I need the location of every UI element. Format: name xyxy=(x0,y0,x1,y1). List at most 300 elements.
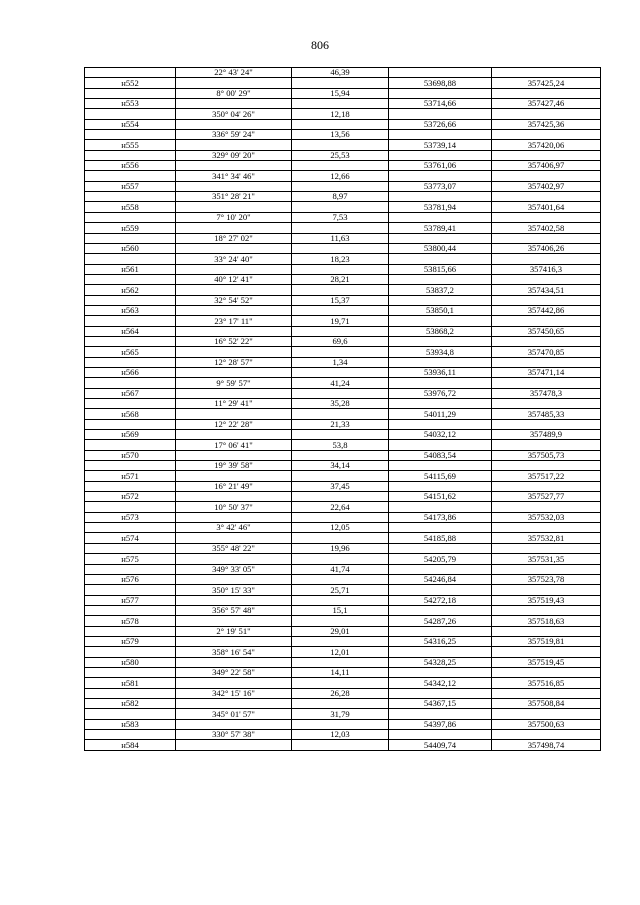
table-row xyxy=(85,243,601,253)
table-row xyxy=(85,99,601,109)
table-row xyxy=(85,698,601,708)
coordinates-table xyxy=(84,67,601,751)
table-row xyxy=(85,399,601,409)
table-row xyxy=(85,481,601,491)
x-coordinate-cell: 53934,8 xyxy=(389,347,492,357)
y-coordinate-cell: 357470,85 xyxy=(492,347,601,357)
segment-length-cell xyxy=(292,595,389,605)
table-row xyxy=(85,740,601,750)
x-coordinate-cell: 54342,12 xyxy=(389,678,492,688)
direction-angle-cell xyxy=(176,574,292,584)
point-name-cell: н566 xyxy=(85,367,176,377)
x-coordinate-cell xyxy=(389,295,492,305)
table-row xyxy=(85,667,601,677)
table-row xyxy=(85,88,601,98)
y-coordinate-cell: 357519,45 xyxy=(492,657,601,667)
segment-length-cell xyxy=(292,99,389,109)
segment-length-cell xyxy=(292,264,389,274)
segment-length-cell xyxy=(292,202,389,212)
direction-angle-cell xyxy=(176,78,292,88)
direction-angle-cell: 2° 19' 51" xyxy=(176,626,292,636)
y-coordinate-cell xyxy=(492,274,601,284)
table-row xyxy=(85,647,601,657)
point-name-cell xyxy=(85,295,176,305)
x-coordinate-cell xyxy=(389,212,492,222)
point-name-cell: н565 xyxy=(85,347,176,357)
x-coordinate-cell xyxy=(389,461,492,471)
x-coordinate-cell: 54328,25 xyxy=(389,657,492,667)
segment-length-cell: 15,94 xyxy=(292,88,389,98)
x-coordinate-cell: 53773,07 xyxy=(389,181,492,191)
segment-length-cell xyxy=(292,161,389,171)
direction-angle-cell xyxy=(176,450,292,460)
segment-length-cell xyxy=(292,512,389,522)
segment-length-cell xyxy=(292,181,389,191)
segment-length-cell xyxy=(292,698,389,708)
table-row xyxy=(85,274,601,284)
segment-length-cell xyxy=(292,305,389,315)
direction-angle-cell: 345° 01' 57" xyxy=(176,709,292,719)
point-name-cell xyxy=(85,688,176,698)
x-coordinate-cell xyxy=(389,254,492,264)
table-row xyxy=(85,305,601,315)
direction-angle-cell: 8° 00' 29" xyxy=(176,88,292,98)
table-row xyxy=(85,316,601,326)
direction-angle-cell xyxy=(176,409,292,419)
direction-angle-cell xyxy=(176,512,292,522)
direction-angle-cell: 330° 57' 38" xyxy=(176,730,292,740)
x-coordinate-cell: 53726,66 xyxy=(389,119,492,129)
segment-length-cell xyxy=(292,450,389,460)
y-coordinate-cell: 357523,78 xyxy=(492,574,601,584)
x-coordinate-cell xyxy=(389,357,492,367)
x-coordinate-cell xyxy=(389,399,492,409)
table-row xyxy=(85,419,601,429)
y-coordinate-cell: 357516,85 xyxy=(492,678,601,688)
table-row xyxy=(85,367,601,377)
x-coordinate-cell xyxy=(389,316,492,326)
x-coordinate-cell xyxy=(389,543,492,553)
table-row xyxy=(85,730,601,740)
x-coordinate-cell xyxy=(389,233,492,243)
point-name-cell: н568 xyxy=(85,409,176,419)
direction-angle-cell xyxy=(176,305,292,315)
segment-length-cell xyxy=(292,678,389,688)
segment-length-cell: 29,01 xyxy=(292,626,389,636)
x-coordinate-cell: 53789,41 xyxy=(389,223,492,233)
x-coordinate-cell: 53936,11 xyxy=(389,367,492,377)
y-coordinate-cell xyxy=(492,150,601,160)
segment-length-cell: 12,05 xyxy=(292,523,389,533)
segment-length-cell xyxy=(292,657,389,667)
x-coordinate-cell: 54115,69 xyxy=(389,471,492,481)
table-row xyxy=(85,523,601,533)
x-coordinate-cell: 53976,72 xyxy=(389,388,492,398)
x-coordinate-cell xyxy=(389,68,492,78)
point-name-cell: н580 xyxy=(85,657,176,667)
point-name-cell xyxy=(85,336,176,346)
y-coordinate-cell: 357519,43 xyxy=(492,595,601,605)
direction-angle-cell: 22° 43' 24" xyxy=(176,68,292,78)
point-name-cell: н577 xyxy=(85,595,176,605)
table-row xyxy=(85,409,601,419)
x-coordinate-cell: 54287,26 xyxy=(389,616,492,626)
x-coordinate-cell: 53868,2 xyxy=(389,326,492,336)
x-coordinate-cell: 53850,1 xyxy=(389,305,492,315)
y-coordinate-cell xyxy=(492,709,601,719)
y-coordinate-cell xyxy=(492,419,601,429)
y-coordinate-cell: 357508,84 xyxy=(492,698,601,708)
x-coordinate-cell: 53698,88 xyxy=(389,78,492,88)
segment-length-cell: 41,74 xyxy=(292,564,389,574)
segment-length-cell xyxy=(292,574,389,584)
table-row xyxy=(85,171,601,181)
table-row xyxy=(85,357,601,367)
y-coordinate-cell: 357500,63 xyxy=(492,719,601,729)
point-name-cell xyxy=(85,212,176,222)
segment-length-cell: 7,53 xyxy=(292,212,389,222)
direction-angle-cell xyxy=(176,140,292,150)
direction-angle-cell: 349° 22' 58" xyxy=(176,667,292,677)
table-row xyxy=(85,109,601,119)
direction-angle-cell xyxy=(176,471,292,481)
segment-length-cell: 18,23 xyxy=(292,254,389,264)
x-coordinate-cell: 54205,79 xyxy=(389,554,492,564)
segment-length-cell xyxy=(292,326,389,336)
point-name-cell xyxy=(85,730,176,740)
point-name-cell xyxy=(85,502,176,512)
x-coordinate-cell: 53714,66 xyxy=(389,99,492,109)
point-name-cell xyxy=(85,667,176,677)
point-name-cell xyxy=(85,150,176,160)
point-name-cell: н556 xyxy=(85,161,176,171)
direction-angle-cell: 329° 09' 20" xyxy=(176,150,292,160)
direction-angle-cell: 336° 59' 24" xyxy=(176,130,292,140)
table-row xyxy=(85,678,601,688)
x-coordinate-cell xyxy=(389,585,492,595)
point-name-cell xyxy=(85,419,176,429)
x-coordinate-cell xyxy=(389,667,492,677)
x-coordinate-cell: 53781,94 xyxy=(389,202,492,212)
segment-length-cell xyxy=(292,140,389,150)
x-coordinate-cell: 53800,44 xyxy=(389,243,492,253)
segment-length-cell: 1,34 xyxy=(292,357,389,367)
point-name-cell xyxy=(85,440,176,450)
table-row xyxy=(85,388,601,398)
segment-length-cell xyxy=(292,409,389,419)
point-name-cell: н581 xyxy=(85,678,176,688)
table-row xyxy=(85,636,601,646)
y-coordinate-cell: 357406,26 xyxy=(492,243,601,253)
point-name-cell: н555 xyxy=(85,140,176,150)
table-row xyxy=(85,543,601,553)
direction-angle-cell: 16° 21' 49" xyxy=(176,481,292,491)
point-name-cell: н573 xyxy=(85,512,176,522)
x-coordinate-cell xyxy=(389,274,492,284)
table-row xyxy=(85,512,601,522)
direction-angle-cell: 32° 54' 52" xyxy=(176,295,292,305)
x-coordinate-cell xyxy=(389,523,492,533)
segment-length-cell: 12,18 xyxy=(292,109,389,119)
x-coordinate-cell: 54083,54 xyxy=(389,450,492,460)
x-coordinate-cell: 54367,15 xyxy=(389,698,492,708)
x-coordinate-cell xyxy=(389,730,492,740)
direction-angle-cell xyxy=(176,554,292,564)
point-name-cell xyxy=(85,605,176,615)
y-coordinate-cell: 357532,81 xyxy=(492,533,601,543)
direction-angle-cell xyxy=(176,636,292,646)
point-name-cell: н582 xyxy=(85,698,176,708)
x-coordinate-cell: 54011,29 xyxy=(389,409,492,419)
point-name-cell: н552 xyxy=(85,78,176,88)
table-row xyxy=(85,212,601,222)
direction-angle-cell: 350° 04' 26" xyxy=(176,109,292,119)
direction-angle-cell: 11° 29' 41" xyxy=(176,399,292,409)
table-row xyxy=(85,533,601,543)
segment-length-cell: 26,28 xyxy=(292,688,389,698)
direction-angle-cell xyxy=(176,285,292,295)
y-coordinate-cell xyxy=(492,316,601,326)
y-coordinate-cell xyxy=(492,647,601,657)
segment-length-cell: 41,24 xyxy=(292,378,389,388)
segment-length-cell: 22,64 xyxy=(292,502,389,512)
x-coordinate-cell xyxy=(389,130,492,140)
y-coordinate-cell: 357518,63 xyxy=(492,616,601,626)
y-coordinate-cell xyxy=(492,626,601,636)
table-row xyxy=(85,119,601,129)
x-coordinate-cell: 53837,2 xyxy=(389,285,492,295)
direction-angle-cell: 9° 59' 57" xyxy=(176,378,292,388)
segment-length-cell: 12,01 xyxy=(292,647,389,657)
direction-angle-cell xyxy=(176,119,292,129)
table-row xyxy=(85,450,601,460)
point-name-cell xyxy=(85,399,176,409)
x-coordinate-cell xyxy=(389,688,492,698)
direction-angle-cell: 342° 15' 16" xyxy=(176,688,292,698)
y-coordinate-cell xyxy=(492,378,601,388)
y-coordinate-cell: 357416,3 xyxy=(492,264,601,274)
point-name-cell xyxy=(85,68,176,78)
direction-angle-cell xyxy=(176,367,292,377)
segment-length-cell: 37,45 xyxy=(292,481,389,491)
direction-angle-cell xyxy=(176,264,292,274)
direction-angle-cell xyxy=(176,492,292,502)
x-coordinate-cell: 54246,84 xyxy=(389,574,492,584)
y-coordinate-cell xyxy=(492,688,601,698)
direction-angle-cell xyxy=(176,223,292,233)
table-row xyxy=(85,285,601,295)
segment-length-cell xyxy=(292,285,389,295)
y-coordinate-cell: 357471,14 xyxy=(492,367,601,377)
y-coordinate-cell: 357434,51 xyxy=(492,285,601,295)
point-name-cell: н562 xyxy=(85,285,176,295)
point-name-cell xyxy=(85,647,176,657)
segment-length-cell: 11,63 xyxy=(292,233,389,243)
y-coordinate-cell xyxy=(492,192,601,202)
table-row xyxy=(85,150,601,160)
y-coordinate-cell: 357485,33 xyxy=(492,409,601,419)
segment-length-cell xyxy=(292,388,389,398)
point-name-cell: н557 xyxy=(85,181,176,191)
direction-angle-cell: 17° 06' 41" xyxy=(176,440,292,450)
table-row xyxy=(85,461,601,471)
table-row xyxy=(85,181,601,191)
direction-angle-cell xyxy=(176,181,292,191)
direction-angle-cell xyxy=(176,533,292,543)
table-row xyxy=(85,295,601,305)
direction-angle-cell: 16° 52' 22" xyxy=(176,336,292,346)
table-row xyxy=(85,336,601,346)
segment-length-cell: 8,97 xyxy=(292,192,389,202)
x-coordinate-cell: 54032,12 xyxy=(389,430,492,440)
direction-angle-cell xyxy=(176,657,292,667)
segment-length-cell: 13,56 xyxy=(292,130,389,140)
table-row xyxy=(85,192,601,202)
table-row xyxy=(85,440,601,450)
direction-angle-cell xyxy=(176,698,292,708)
x-coordinate-cell xyxy=(389,647,492,657)
point-name-cell: н561 xyxy=(85,264,176,274)
point-name-cell xyxy=(85,316,176,326)
x-coordinate-cell xyxy=(389,336,492,346)
table-row xyxy=(85,626,601,636)
direction-angle-cell: 3° 42' 46" xyxy=(176,523,292,533)
y-coordinate-cell xyxy=(492,667,601,677)
y-coordinate-cell xyxy=(492,399,601,409)
point-name-cell: н574 xyxy=(85,533,176,543)
direction-angle-cell xyxy=(176,678,292,688)
y-coordinate-cell: 357401,64 xyxy=(492,202,601,212)
point-name-cell: н569 xyxy=(85,430,176,440)
y-coordinate-cell xyxy=(492,543,601,553)
direction-angle-cell: 351° 28' 21" xyxy=(176,192,292,202)
y-coordinate-cell xyxy=(492,130,601,140)
segment-length-cell xyxy=(292,740,389,750)
table-row xyxy=(85,502,601,512)
point-name-cell: н558 xyxy=(85,202,176,212)
x-coordinate-cell: 53739,14 xyxy=(389,140,492,150)
y-coordinate-cell: 357517,22 xyxy=(492,471,601,481)
segment-length-cell: 21,33 xyxy=(292,419,389,429)
x-coordinate-cell xyxy=(389,440,492,450)
y-coordinate-cell: 357527,77 xyxy=(492,492,601,502)
x-coordinate-cell: 54151,62 xyxy=(389,492,492,502)
x-coordinate-cell xyxy=(389,171,492,181)
direction-angle-cell xyxy=(176,326,292,336)
segment-length-cell xyxy=(292,533,389,543)
point-name-cell xyxy=(85,192,176,202)
segment-length-cell: 53,8 xyxy=(292,440,389,450)
y-coordinate-cell: 357498,74 xyxy=(492,740,601,750)
point-name-cell: н572 xyxy=(85,492,176,502)
direction-angle-cell: 18° 27' 02" xyxy=(176,233,292,243)
point-name-cell xyxy=(85,130,176,140)
x-coordinate-cell xyxy=(389,88,492,98)
y-coordinate-cell xyxy=(492,502,601,512)
direction-angle-cell: 356° 57' 48" xyxy=(176,605,292,615)
direction-angle-cell: 355° 48' 22" xyxy=(176,543,292,553)
x-coordinate-cell: 54173,86 xyxy=(389,512,492,522)
y-coordinate-cell xyxy=(492,357,601,367)
segment-length-cell: 14,11 xyxy=(292,667,389,677)
x-coordinate-cell: 53761,06 xyxy=(389,161,492,171)
x-coordinate-cell xyxy=(389,481,492,491)
x-coordinate-cell: 54409,74 xyxy=(389,740,492,750)
table-row xyxy=(85,202,601,212)
page-number: 806 xyxy=(311,38,329,52)
segment-length-cell xyxy=(292,430,389,440)
direction-angle-cell: 19° 39' 58" xyxy=(176,461,292,471)
direction-angle-cell: 23° 17' 11" xyxy=(176,316,292,326)
y-coordinate-cell xyxy=(492,336,601,346)
table-row xyxy=(85,223,601,233)
point-name-cell: н553 xyxy=(85,99,176,109)
point-name-cell xyxy=(85,481,176,491)
x-coordinate-cell xyxy=(389,192,492,202)
segment-length-cell: 15,37 xyxy=(292,295,389,305)
segment-length-cell xyxy=(292,636,389,646)
y-coordinate-cell: 357402,58 xyxy=(492,223,601,233)
direction-angle-cell xyxy=(176,719,292,729)
y-coordinate-cell xyxy=(492,605,601,615)
table-row xyxy=(85,574,601,584)
point-name-cell xyxy=(85,109,176,119)
point-name-cell xyxy=(85,88,176,98)
y-coordinate-cell xyxy=(492,461,601,471)
direction-angle-cell: 33° 24' 40" xyxy=(176,254,292,264)
table-row xyxy=(85,233,601,243)
y-coordinate-cell xyxy=(492,109,601,119)
table-row xyxy=(85,585,601,595)
table-row xyxy=(85,378,601,388)
y-coordinate-cell: 357427,46 xyxy=(492,99,601,109)
point-name-cell xyxy=(85,378,176,388)
point-name-cell: н564 xyxy=(85,326,176,336)
table-row xyxy=(85,688,601,698)
point-name-cell: н578 xyxy=(85,616,176,626)
x-coordinate-cell xyxy=(389,709,492,719)
direction-angle-cell xyxy=(176,161,292,171)
table-row xyxy=(85,140,601,150)
point-name-cell: н579 xyxy=(85,636,176,646)
y-coordinate-cell xyxy=(492,171,601,181)
x-coordinate-cell xyxy=(389,150,492,160)
y-coordinate-cell: 357420,06 xyxy=(492,140,601,150)
table-row xyxy=(85,657,601,667)
y-coordinate-cell xyxy=(492,585,601,595)
x-coordinate-cell xyxy=(389,109,492,119)
segment-length-cell: 46,39 xyxy=(292,68,389,78)
segment-length-cell: 34,14 xyxy=(292,461,389,471)
x-coordinate-cell xyxy=(389,419,492,429)
direction-angle-cell xyxy=(176,616,292,626)
point-name-cell xyxy=(85,171,176,181)
table-row xyxy=(85,719,601,729)
segment-length-cell: 19,96 xyxy=(292,543,389,553)
segment-length-cell xyxy=(292,616,389,626)
segment-length-cell: 28,21 xyxy=(292,274,389,284)
point-name-cell xyxy=(85,564,176,574)
segment-length-cell: 35,28 xyxy=(292,399,389,409)
direction-angle-cell xyxy=(176,595,292,605)
y-coordinate-cell xyxy=(492,564,601,574)
segment-length-cell xyxy=(292,243,389,253)
point-name-cell xyxy=(85,357,176,367)
x-coordinate-cell xyxy=(389,502,492,512)
y-coordinate-cell: 357505,73 xyxy=(492,450,601,460)
segment-length-cell: 25,71 xyxy=(292,585,389,595)
y-coordinate-cell xyxy=(492,481,601,491)
